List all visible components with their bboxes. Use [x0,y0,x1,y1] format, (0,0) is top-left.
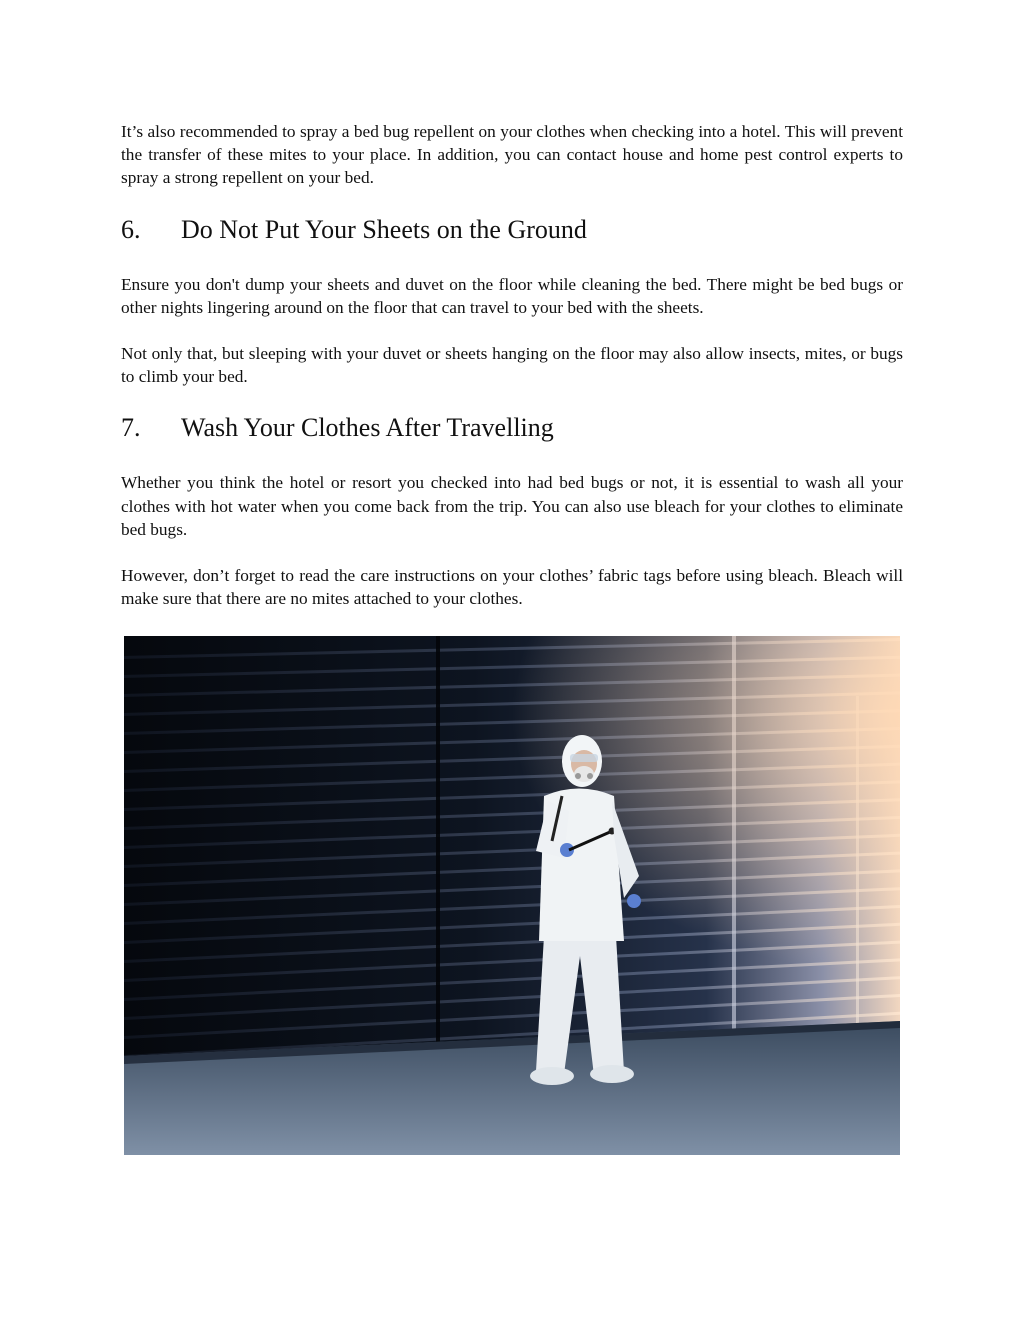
section-7-heading [121,413,903,443]
section-6-paragraph-1: Ensure you don't dump your sheets and duvet on the floor while cleaning the bed. There might be bed bugs or other nights lingering around on the floor that can travel to your bed with the sheets. [121,274,903,317]
section-7-title: Wash Your Clothes After Travelling [181,413,554,443]
section-6-title: Do Not Put Your Sheets on the Ground [181,214,587,244]
section-7-paragraph-2: However, don’t forget to read the care instructions on your clothes’ fabric tags before using bleach. Bleach will make sure that there are no mites attached to your clothes. [121,566,903,609]
pest-control-worker-photo [124,636,900,1155]
section-7-number: 7. [121,413,141,443]
section-6-number: 6. [121,214,141,244]
section-6-heading [121,215,903,245]
intro-paragraph: It’s also recommended to spray a bed bug repellent on your clothes when checking into a hotel. This will prevent the transfer of these mites to your place. In addition, you can contact house and home pest control experts to spray a strong repellent on your bed. [121,122,903,188]
section-7-paragraph-1: Whether you think the hotel or resort you checked into had bed bugs or not, it is essential to wash all your clothes with hot water when you come back from the trip. You can also use bleach for your clothes to eliminate bed bugs. [121,473,903,539]
section-6-paragraph-2: Not only that, but sleeping with your duvet or sheets hanging on the floor may also allow insects, mites, or bugs to climb your bed. [121,344,903,387]
document-body [121,120,903,610]
